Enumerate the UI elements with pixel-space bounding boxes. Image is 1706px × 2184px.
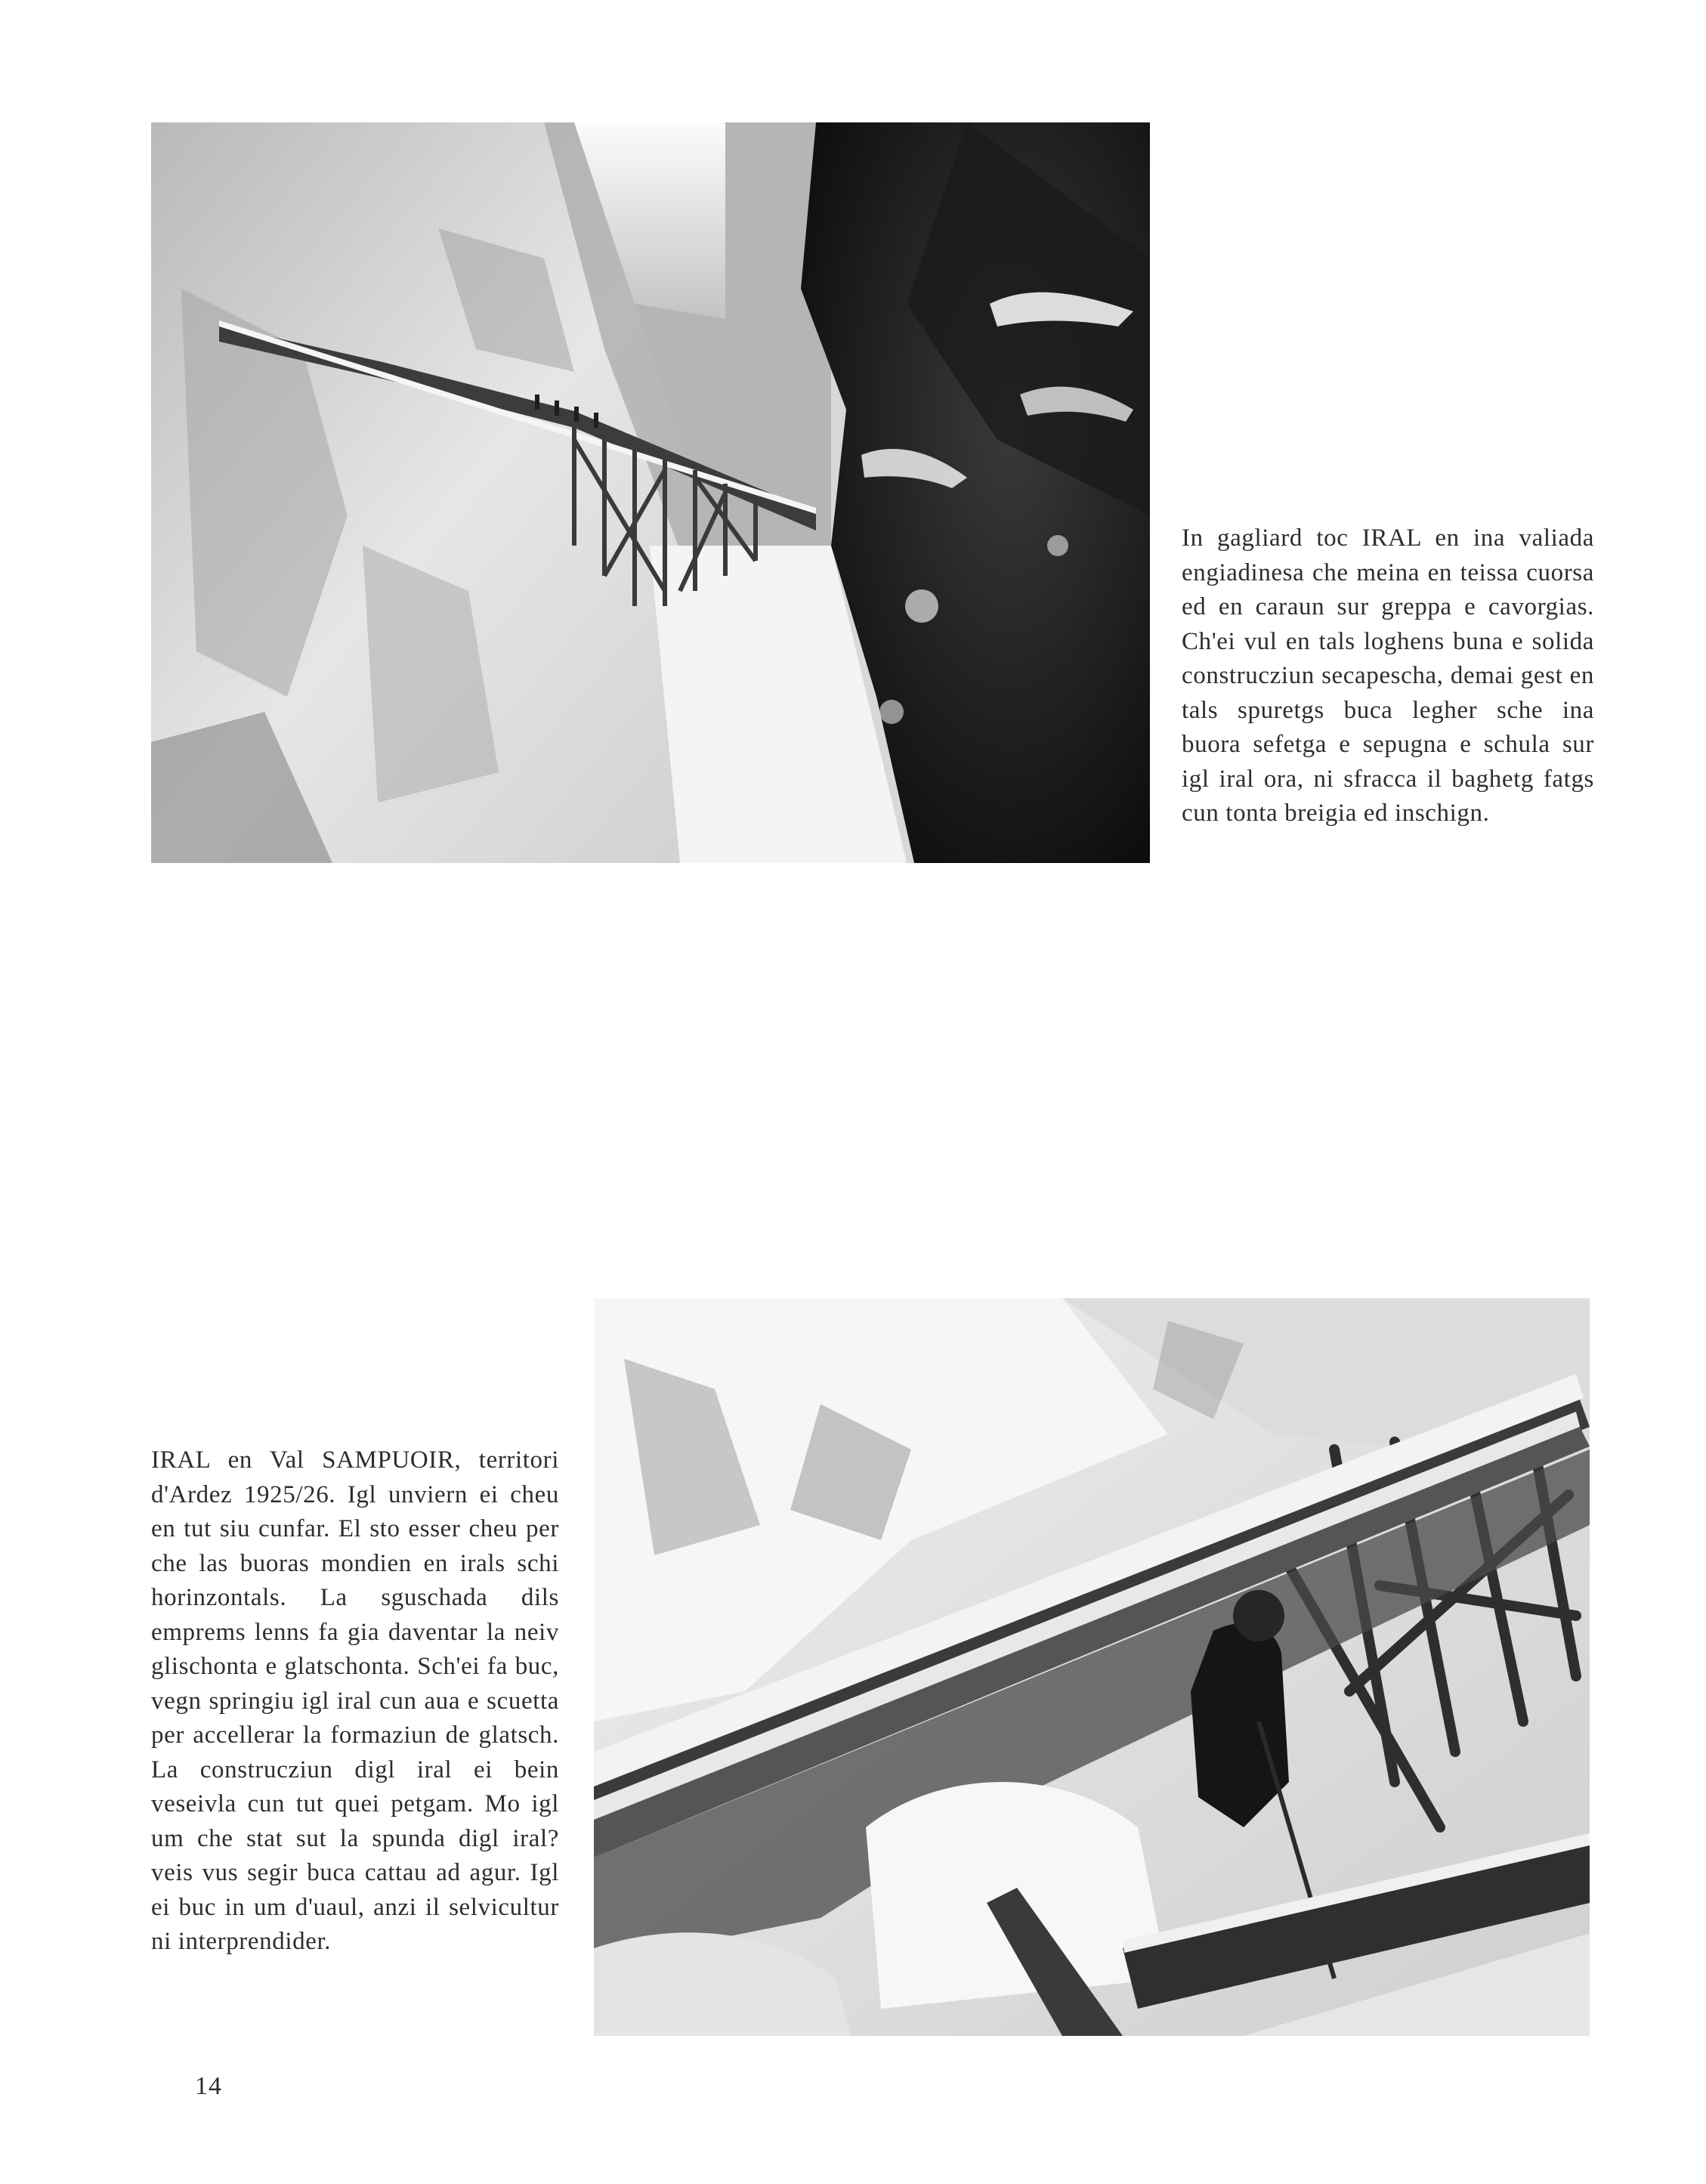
page-number: 14	[195, 2072, 222, 2100]
photo-flume-gorge-image	[151, 122, 1150, 863]
caption-flume-gorge: In gagliard toc IRAL en ina valiada engiadinesa che meina en teissa cuorsa ed en caraun sur greppa e cavorgias. Ch'ei vul en tals loghens buna e solida construcziun secapescha, demai gest en tals spuretgs buca legher sche ina buora sefetga e sepugna e schula sur igl iral ora, ni sfracca il baghetg fatgs cun tonta breigia ed inschign.	[1182, 524, 1594, 827]
photo-flume-val-sampuoir-image	[594, 1298, 1590, 2036]
photo-flume-gorge	[151, 122, 1150, 863]
photo-flume-val-sampuoir	[594, 1298, 1590, 2036]
caption-flume-val-sampuoir: IRAL en Val SAMPUOIR, territori d'Ardez 1925/26. Igl unviern ei cheu en tut siu cunfar. El sto esser cheu per che las buoras mondien en irals schi horinzontals. La sguschada dils emprems lenns fa gia daventar la neiv glischonta e glatschonta. Sch'ei fa buc, vegn springiu igl iral cun aua e scuetta per accellerar la formaziun de glatsch. La construcziun digl iral ei bein veseivla cun tut quei petgam. Mo igl um che stat sut la spunda digl iral? veis vus segir buca cattau ad agur. Igl ei buc in um d'uaul, anzi il selvicultur ni interprendider.	[151, 1446, 559, 1955]
